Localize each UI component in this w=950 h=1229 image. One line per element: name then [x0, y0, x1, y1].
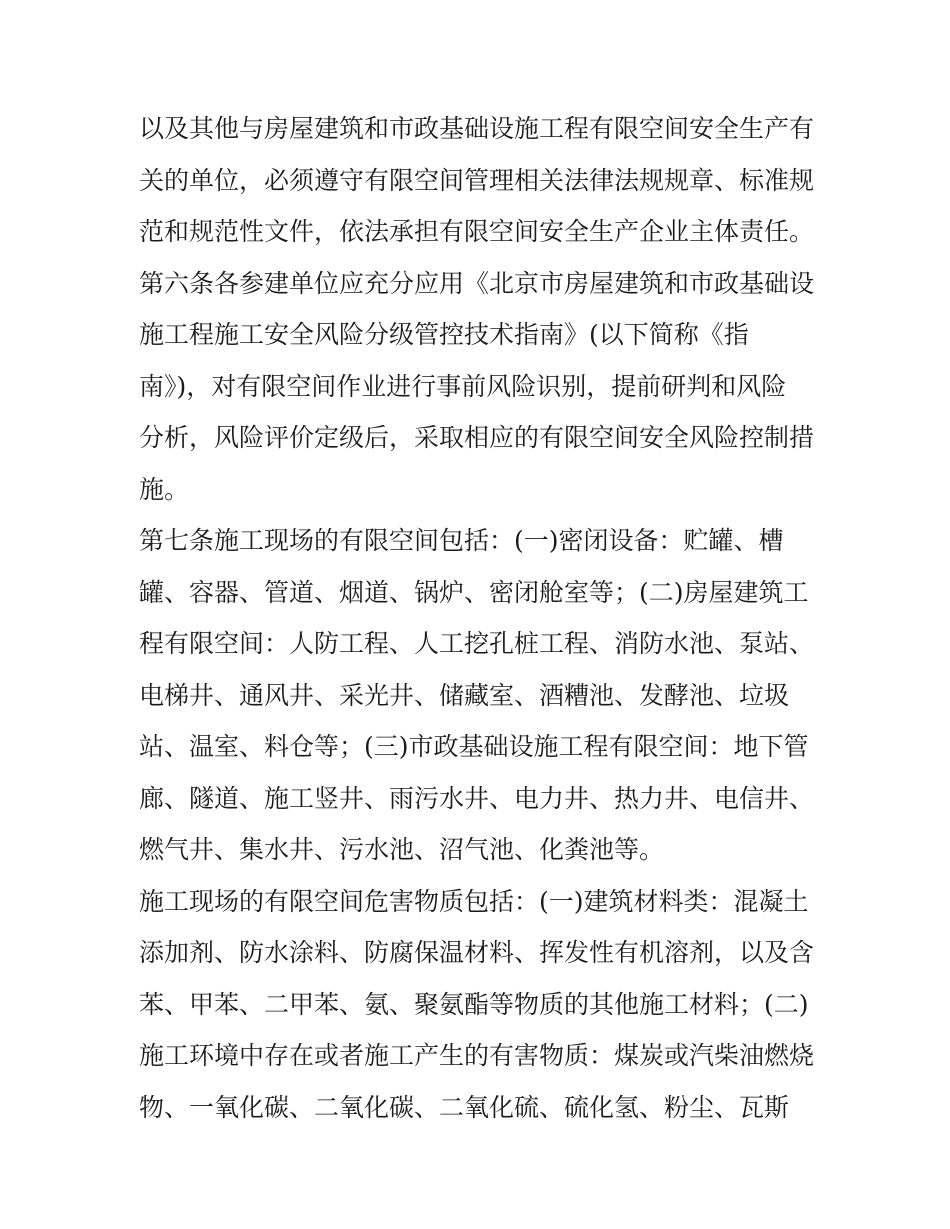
text-line: 站、温室、料仓等；(三)市政基础设施工程有限空间：地下管	[139, 732, 809, 761]
text-line: 物、一氧化碳、二氧化碳、二氧化硫、硫化氢、粉尘、瓦斯	[139, 1092, 790, 1122]
text-line: 范和规范性文件，依法承担有限空间安全生产企业主体责任。	[139, 217, 815, 246]
text-line: 分析，风险评价定级后，采取相应的有限空间安全风险控制措	[139, 423, 815, 452]
text-line: 南》)，对有限空间作业进行事前风险识别，提前研判和风险	[139, 371, 787, 401]
text-line: 施。	[139, 474, 190, 504]
text-line: 第六条各参建单位应充分应用《北京市房屋建筑和市政基础设	[139, 268, 815, 298]
text-line: 添加剂、防水涂料、防腐保温材料、挥发性有机溶剂，以及含	[139, 938, 815, 967]
text-line: 电梯井、通风井、采光井、储藏室、酒糟池、发酵池、垃圾	[139, 680, 790, 710]
text-line: 罐、容器、管道、烟道、锅炉、密闭舱室等；(二)房屋建筑工	[139, 577, 809, 607]
text-line: 施工程施工安全风险分级管控技术指南》(以下简称《指	[139, 320, 749, 349]
text-line: 燃气井、集水井、污水池、沼气池、化粪池等。	[139, 835, 665, 864]
text-line: 施工环境中存在或者施工产生的有害物质：煤炭或汽柴油燃烧	[139, 1041, 815, 1070]
text-line: 程有限空间：人防工程、人工挖孔桩工程、消防水池、泵站、	[139, 629, 815, 658]
text-line: 关的单位，必须遵守有限空间管理相关法律法规规章、标准规	[139, 165, 815, 195]
text-line: 第七条施工现场的有限空间包括：(一)密闭设备：贮罐、槽	[139, 526, 784, 555]
body-text	[139, 103, 829, 1133]
text-line: 苯、甲苯、二甲苯、氨、聚氨酯等物质的其他施工材料；(二)	[139, 989, 809, 1019]
text-line: 施工现场的有限空间危害物质包括：(一)建筑材料类：混凝土	[139, 886, 809, 916]
text-line: 以及其他与房屋建筑和市政基础设施工程有限空间安全生产有	[139, 114, 815, 143]
text-line: 廊、隧道、施工竖井、雨污水井、电力井、热力井、电信井、	[139, 783, 815, 813]
